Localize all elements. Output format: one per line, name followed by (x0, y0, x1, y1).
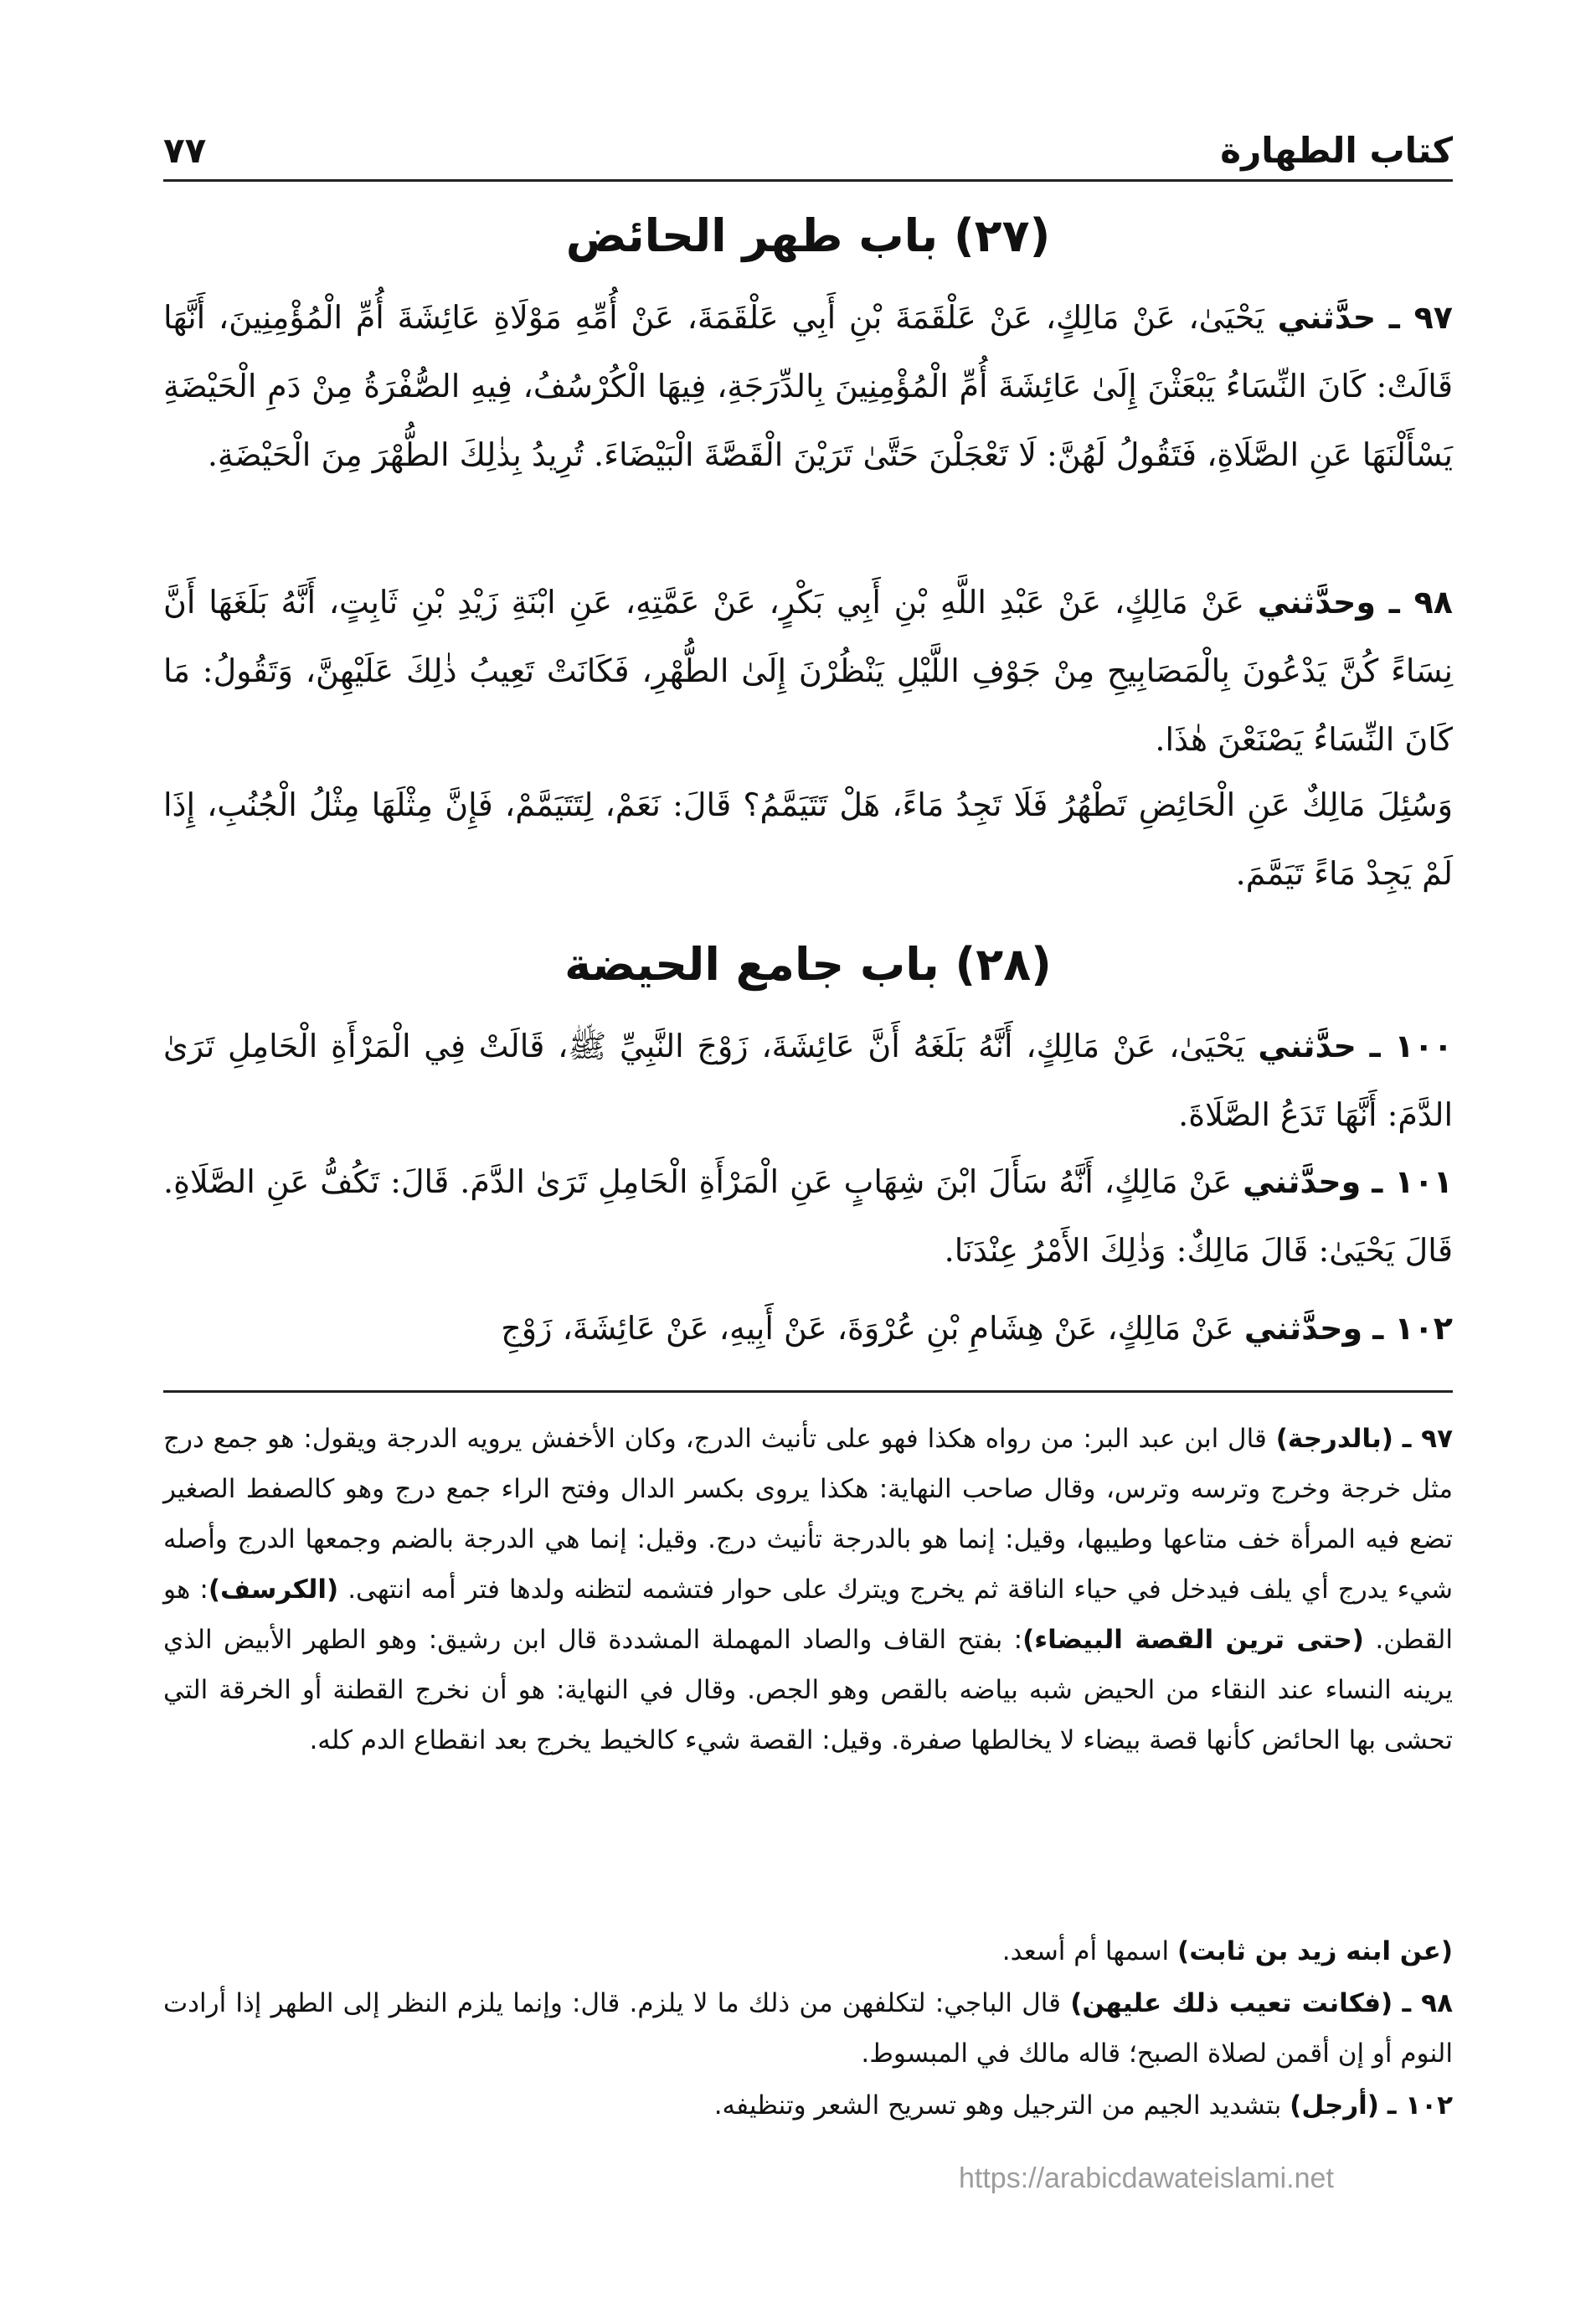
fiqh-paragraph (163, 770, 1453, 908)
hadith-text: يَحْيَىٰ، عَنْ مَالِكٍ، أَنَّهُ بَلَغَهُ أَنَّ عَائِشَةَ، زَوْجَ النَّبِيِّ ﷺ، قَالَتْ فِي الْمَرْأَةِ الْحَامِلِ تَرَىٰ الدَّمَ: أَنَّهَا تَدَعُ الصَّلَاةَ. (163, 1028, 1453, 1133)
footnote-term: (فكانت تعيب ذلك عليهن) (1070, 1988, 1393, 2018)
hadith-text: عَنْ مَالِكٍ، أَنَّهُ سَأَلَ ابْنَ شِهَابٍ عَنِ الْمَرْأَةِ الْحَامِلِ تَرَىٰ الدَّمَ. قَالَ: تَكُفُّ عَنِ الصَّلَاةِ. قَالَ يَحْيَىٰ: قَالَ مَالِكٌ: وَذٰلِكَ الأَمْرُ عِنْدَنَا. (163, 1163, 1453, 1269)
footnote-rule (163, 1390, 1453, 1393)
hadith-text: عَنْ مَالِكٍ، عَنْ هِشَامِ بْنِ عُرْوَةَ، عَنْ أَبِيهِ، عَنْ عَائِشَةَ، زَوْجِ (501, 1310, 1234, 1347)
footnote-term: (عن ابنه زيد بن ثابت) (1177, 1936, 1453, 1966)
hadith-text: عَنْ مَالِكٍ، عَنْ عَبْدِ اللَّهِ بْنِ أَبِي بَكْرٍ، عَنْ عَمَّتِهِ، عَنِ ابْنَةِ زَيْدِ بْنِ ثَابِتٍ، أَنَّهُ بَلَغَهَا أَنَّ نِسَاءً كُنَّ يَدْعُونَ بِالْمَصَابِيحِ مِنْ جَوْفِ اللَّيْلِ يَنْظُرْنَ إِلَىٰ الطُّهْرِ، فَكَانَتْ تَعِيبُ ذٰلِكَ عَلَيْهِنَّ، وَتَقُولُ: مَا كَانَ النِّسَاءُ يَصْنَعْنَ هٰذَا. (163, 584, 1453, 758)
footnote-term: (حتى ترين القصة البيضاء) (1022, 1625, 1364, 1655)
hadith-lead: وحدَّثني (1243, 1163, 1362, 1200)
book-page (163, 0, 1453, 2314)
chapter-title: (٢٨) باب جامع الحيضة (564, 938, 1052, 991)
footnote-number: ٩٨ ـ (1402, 1988, 1454, 2018)
hadith-paragraph (163, 1147, 1453, 1285)
watermark-url: https://arabicdawateislami.net (959, 2162, 1334, 2194)
footnote-number: ١٠٢ ـ (1387, 2090, 1453, 2121)
hadith-text: يَحْيَىٰ، عَنْ مَالِكٍ، عَنْ عَلْقَمَةَ بْنِ أَبِي عَلْقَمَةَ، عَنْ أُمِّهِ مَوْلَاةِ عَائِشَةَ أُمِّ الْمُؤْمِنِينَ، أَنَّهَا قَالَتْ: كَانَ النِّسَاءُ يَبْعَثْنَ إِلَىٰ عَائِشَةَ أُمِّ الْمُؤْمِنِينَ بِالدِّرَجَةِ، فِيهَا الْكُرْسُفُ، فِيهِ الصُّفْرَةُ مِنْ دَمِ الْحَيْضَةِ يَسْأَلْنَهَا عَنِ الصَّلَاةِ، فَتَقُولُ لَهُنَّ: لَا تَعْجَلْنَ حَتَّىٰ تَرَيْنَ الْقَصَّةَ الْبَيْضَاءَ. تُرِيدُ بِذٰلِكَ الطُّهْرَ مِنَ الْحَيْضَةِ. (163, 299, 1453, 473)
footnote-text: بتشديد الجيم من الترجيل وهو تسريح الشعر وتنظيفه. (713, 2090, 1282, 2121)
hadith-number: ٩٧ ـ (1388, 299, 1453, 336)
footnote-text: اسمها أم أسعد. (1001, 1936, 1170, 1966)
page-number: ٧٧ (163, 130, 207, 171)
page-header (163, 111, 1453, 171)
hadith-paragraph (163, 568, 1453, 774)
hadith-number: ٩٨ ـ (1388, 584, 1453, 621)
footnote (163, 1926, 1453, 1976)
footnote (163, 1978, 1453, 2079)
footnote (163, 1414, 1453, 1765)
header-rule (163, 179, 1453, 182)
hadith-number: ١٠٠ ـ (1369, 1028, 1454, 1064)
hadith-paragraph (163, 1294, 1453, 1363)
running-head: كتاب الطهارة (1220, 130, 1453, 171)
footnote-term: (الكرسف) (208, 1574, 339, 1605)
footnote-number: ٩٧ ـ (1402, 1424, 1454, 1454)
footnote-text: قال الباجي: لتكلفهن من ذلك ما لا يلزم. قال: وإنما يلزم النظر إلى الطهر إذا أرادت النوم أو إن أقمن لصلاة الصبح؛ قاله مالك في المبسوط. (163, 1988, 1453, 2069)
hadith-number: ١٠٢ ـ (1372, 1310, 1453, 1347)
hadith-number: ١٠١ ـ (1372, 1163, 1453, 1200)
chapter-title: (٢٧) باب طهر الحائض (565, 209, 1051, 262)
hadith-lead: حدَّثني (1258, 1028, 1357, 1064)
footnote-text: : بفتح القاف والصاد المهملة المشددة قال ابن رشيق: وهو الطهر الأبيض الذي يرينه النساء عند النقاء من الحيض شبه بياضه بالقص وهو الجص. وقال في النهاية: هو أن نخرج القطنة أو الخرقة التي تحشى بها الحائض كأنها قصة بيضاء لا يخالطها صفرة. وقيل: القصة شيء كالخيط يخرج بعد انقطاع الدم كله. (163, 1625, 1453, 1755)
footnote-term: (أرجل) (1290, 2090, 1379, 2121)
hadith-paragraph (163, 1012, 1453, 1149)
hadith-lead: وحدَّثني (1243, 1310, 1363, 1347)
footnote (163, 2080, 1453, 2131)
paragraph-text: وَسُئِلَ مَالِكٌ عَنِ الْحَائِضِ تَطْهُرُ فَلَا تَجِدُ مَاءً، هَلْ تَتَيَمَّمُ؟ قَالَ: نَعَمْ، لِتَتَيَمَّمْ، فَإِنَّ مِثْلَهَا مِثْلُ الْجُنُبِ، إِذَا لَمْ يَجِدْ مَاءً تَيَمَّمَ. (163, 786, 1453, 892)
hadith-lead: وحدَّثني (1257, 584, 1376, 621)
footnote-text: قال ابن عبد البر: من رواه هكذا فهو على تأنيث الدرج، وكان الأخفش يرويه الدرجة ويقول: هو جمع درج مثل خرجة وخرج وترسه وترس، وقال صاحب النهاية: هكذا يروى بكسر الدال وفتح الراء جمع درج وهو كالصفط الصغير تضع فيه المرأة خف متاعها وطيبها، وقيل: إنما هو بالدرجة تأنيث درج. وقيل: إنما هي الدرجة بالضم وجمعها الدرج وأصله شيء يدرج أي يلف فيدخل في حياء الناقة ثم يخرج ويترك على حوار فتشمه لتظنه ولدها فتر أمه انتهى. (163, 1424, 1453, 1605)
hadith-lead: حدَّثني (1277, 299, 1377, 336)
footnote-text: : هو القطن. (163, 1574, 1453, 1655)
hadith-paragraph (163, 283, 1453, 489)
footnote-term: (بالدرجة) (1275, 1424, 1393, 1454)
